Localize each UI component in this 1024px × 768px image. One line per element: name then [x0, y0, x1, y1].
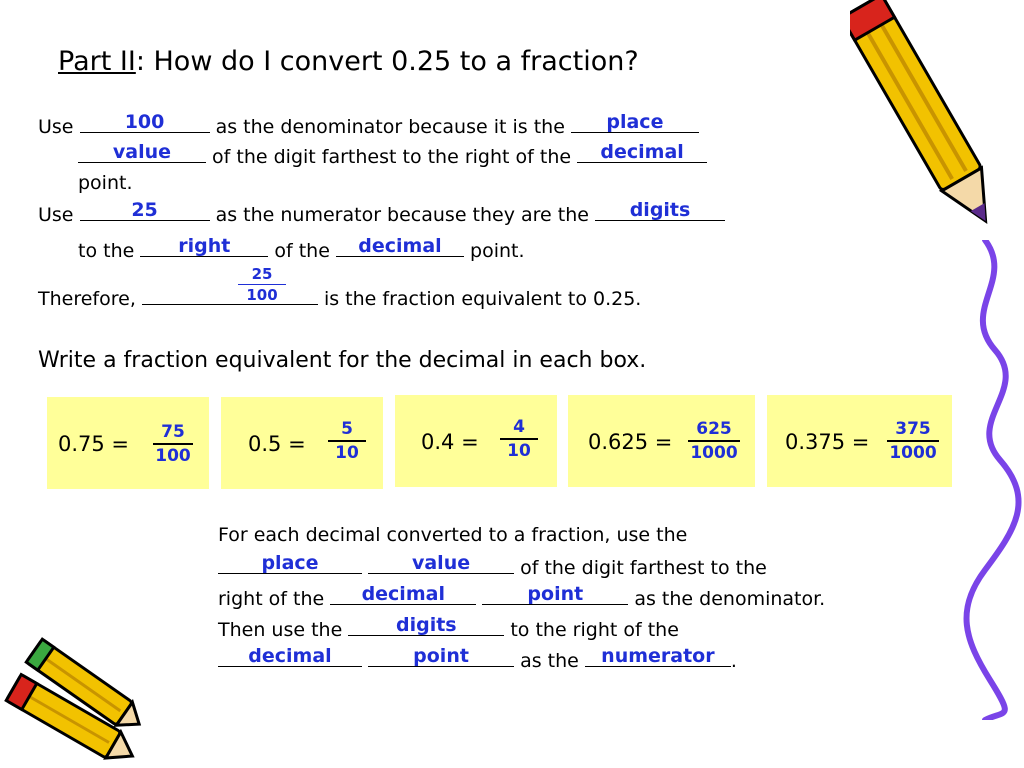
blank	[218, 552, 362, 574]
answer-box	[47, 397, 209, 489]
box-decimal: 0.375 =	[785, 430, 870, 454]
answer-text: value	[112, 141, 172, 163]
answer-text: decimal	[358, 235, 442, 257]
para1-line1: Use 100 as the denominator because it is the place	[38, 114, 699, 138]
blank	[142, 286, 318, 305]
answer-text: right	[178, 235, 231, 257]
blank	[218, 645, 362, 667]
para1-line5: to the right of the decimal point.	[78, 235, 525, 262]
para2-line3: right of the decimal point as the denominator.	[218, 583, 826, 610]
answer-text: digits	[629, 199, 691, 221]
answer-text: digits	[396, 614, 457, 636]
answer-text: place	[606, 111, 664, 133]
blank	[336, 235, 464, 257]
answer-text: point	[527, 583, 584, 605]
blank	[595, 199, 725, 221]
title-question: : How do I convert 0.25 to a fraction?	[135, 46, 639, 77]
answer-box	[221, 397, 383, 489]
answer-text: 100	[124, 111, 165, 133]
para1-line6: Therefore, is the fraction equivalent to 0.25.	[38, 288, 642, 310]
answer-box	[395, 395, 557, 487]
blank	[585, 645, 731, 667]
pencils-icon-bottom-left	[0, 620, 150, 768]
blank	[330, 583, 476, 605]
para2-line2: place value of the digit farthest to the	[218, 555, 767, 579]
blank	[78, 141, 206, 163]
page-title	[58, 46, 639, 77]
answer-text: point	[413, 645, 469, 667]
answer-text: 25	[131, 199, 158, 221]
blank	[140, 235, 268, 257]
squiggle-icon-right	[955, 240, 1024, 720]
box-fraction: 5 10	[328, 419, 366, 463]
answer-fraction: 25 100	[238, 265, 286, 304]
box-fraction: 625 1000	[688, 419, 740, 463]
answer-text: numerator	[601, 645, 715, 667]
box-decimal: 0.4 =	[421, 430, 479, 454]
answer-text: decimal	[600, 141, 684, 163]
box-fraction: 375 1000	[887, 419, 939, 463]
blank	[80, 199, 210, 221]
para2-line5: decimal point as the numerator .	[218, 648, 737, 672]
blank	[348, 614, 504, 636]
answer-text: decimal	[248, 645, 332, 667]
box-fraction: 75 100	[153, 422, 193, 466]
blank	[368, 645, 514, 667]
para1-line4: Use 25 as the numerator because they are the digits	[38, 202, 725, 226]
blank	[482, 583, 628, 605]
blank	[80, 111, 210, 133]
blank	[571, 111, 699, 133]
answer-text: place	[261, 552, 319, 574]
box-fraction: 4 10	[500, 417, 538, 461]
para1-line3: point.	[78, 172, 133, 194]
answer-box	[767, 395, 952, 487]
answer-box	[568, 395, 755, 487]
blank	[368, 552, 514, 574]
para2-line1: For each decimal converted to a fraction, use the	[218, 524, 688, 546]
para1-line2: value of the digit farthest to the right of the decimal	[78, 144, 707, 168]
answer-text: value	[411, 552, 471, 574]
box-decimal: 0.625 =	[588, 430, 673, 454]
para2-line4: Then use the digits to the right of the	[218, 614, 679, 641]
box-decimal: 0.5 =	[248, 432, 306, 456]
box-decimal: 0.75 =	[58, 432, 130, 456]
title-part: Part II	[58, 46, 136, 77]
pencil-icon-top-right	[850, 0, 1000, 245]
answer-text: decimal	[361, 583, 445, 605]
instruction-heading: Write a fraction equivalent for the decimal in each box.	[38, 348, 647, 373]
blank	[577, 141, 707, 163]
